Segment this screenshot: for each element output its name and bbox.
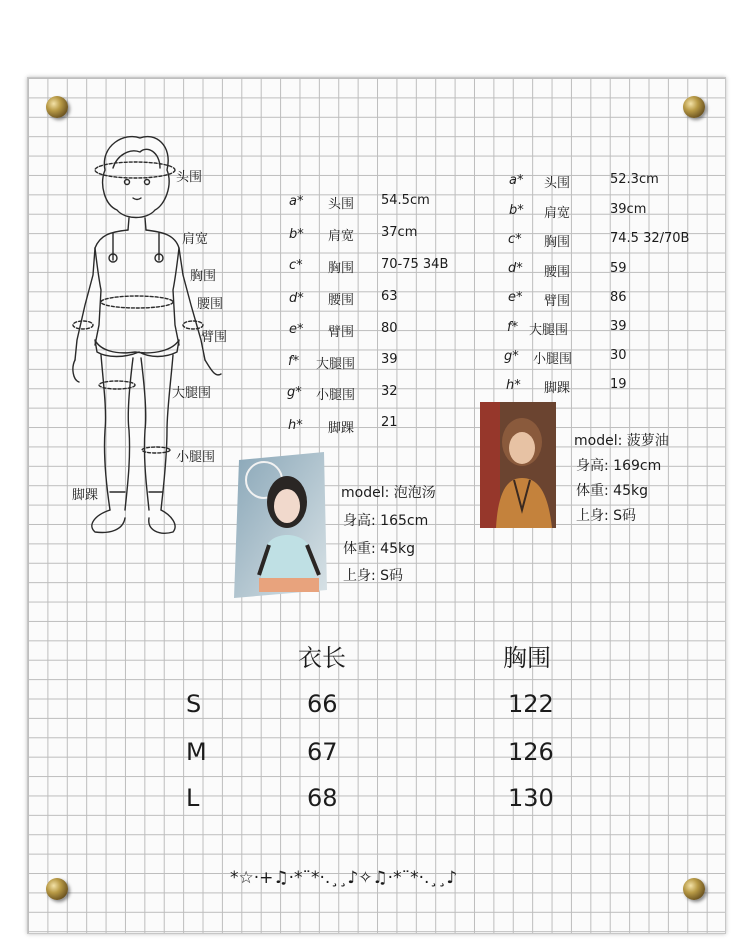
measure-value: 52.3cm xyxy=(610,172,659,187)
measure-name: 脚踝 xyxy=(328,421,355,436)
table-cell-size: M xyxy=(186,738,207,766)
measure-name: 肩宽 xyxy=(544,206,571,221)
measure-name: 臂围 xyxy=(328,325,355,340)
figure-label-arm: 臂围 xyxy=(201,330,228,345)
measure-name: 头围 xyxy=(328,197,355,212)
measure-value: 30 xyxy=(610,348,627,363)
measure-value: 70-75 34B xyxy=(381,257,449,272)
pin-bottom-left-icon xyxy=(46,878,68,900)
table-cell-length: 66 xyxy=(307,690,338,718)
figure-label-thigh: 大腿围 xyxy=(172,386,212,401)
pin-top-right-icon xyxy=(683,96,705,118)
measure-key: h* xyxy=(288,418,303,433)
table-cell-size: L xyxy=(186,784,200,812)
measure-key: d* xyxy=(508,261,523,276)
measure-key: f* xyxy=(288,354,300,369)
measure-key: b* xyxy=(289,227,304,242)
measure-key: e* xyxy=(289,322,304,337)
pin-top-left-icon xyxy=(46,96,68,118)
measure-name: 大腿围 xyxy=(529,323,569,338)
model-name: model: 菠萝油 xyxy=(574,433,669,449)
figure-label-waist: 腰围 xyxy=(197,297,224,312)
measure-value: 74.5 32/70B xyxy=(610,231,690,246)
measure-key: c* xyxy=(289,258,303,273)
table-cell-chest: 122 xyxy=(508,690,554,718)
model-height: 身高: 165cm xyxy=(343,513,429,529)
measure-key: g* xyxy=(504,349,519,364)
measure-value: 39 xyxy=(381,352,398,367)
measure-key: b* xyxy=(509,203,524,218)
pin-bottom-right-icon xyxy=(683,878,705,900)
measure-key: e* xyxy=(508,290,523,305)
measure-key: c* xyxy=(508,232,522,247)
measure-name: 小腿围 xyxy=(533,352,573,367)
figure-label-calf: 小腿围 xyxy=(176,450,216,465)
measure-key: h* xyxy=(506,378,521,393)
measure-key: f* xyxy=(507,320,519,335)
measure-name: 脚踝 xyxy=(544,381,571,396)
model-size: 上身: S码 xyxy=(343,568,404,584)
measure-value: 80 xyxy=(381,321,398,336)
measure-key: d* xyxy=(289,291,304,306)
table-cell-length: 67 xyxy=(307,738,338,766)
measure-value: 39cm xyxy=(610,202,647,217)
measure-name: 小腿围 xyxy=(316,388,356,403)
measure-name: 头围 xyxy=(544,176,571,191)
measure-name: 大腿围 xyxy=(316,357,356,372)
figure-label-head: 头围 xyxy=(176,170,203,185)
figure-label-shoulder: 肩宽 xyxy=(182,232,209,247)
measure-value: 54.5cm xyxy=(381,193,430,208)
model-height: 身高: 169cm xyxy=(576,458,662,474)
measure-name: 胸围 xyxy=(544,235,571,250)
measure-value: 21 xyxy=(381,415,398,430)
figure-label-chest: 胸围 xyxy=(190,269,217,284)
model-name: model: 泡泡汤 xyxy=(341,485,436,501)
measure-value: 32 xyxy=(381,384,398,399)
music-decoration: *☆·+♫·*¨*·.¸¸♪✧♫·*¨*·.¸¸♪ xyxy=(230,868,458,888)
measure-name: 胸围 xyxy=(328,261,355,276)
table-header-chest: 胸围 xyxy=(503,644,551,672)
measure-name: 腰围 xyxy=(328,293,355,308)
table-cell-size: S xyxy=(186,690,202,718)
table-cell-length: 68 xyxy=(307,784,338,812)
table-header-length: 衣长 xyxy=(298,644,346,672)
table-cell-chest: 130 xyxy=(508,784,554,812)
measure-value: 63 xyxy=(381,289,398,304)
model-photo-right xyxy=(478,400,558,530)
model-weight: 体重: 45kg xyxy=(343,541,415,557)
measure-value: 39 xyxy=(610,319,627,334)
measure-value: 59 xyxy=(610,261,627,276)
measure-name: 腰围 xyxy=(544,265,571,280)
measure-key: g* xyxy=(287,385,302,400)
figure-label-ankle: 脚踝 xyxy=(72,488,99,503)
measure-name: 肩宽 xyxy=(328,229,355,244)
model-size: 上身: S码 xyxy=(576,508,637,524)
measure-name: 臂围 xyxy=(544,294,571,309)
measure-value: 86 xyxy=(610,290,627,305)
measure-value: 19 xyxy=(610,377,627,392)
table-cell-chest: 126 xyxy=(508,738,554,766)
measure-key: a* xyxy=(289,194,304,209)
model-photo-left xyxy=(229,450,329,600)
measure-value: 37cm xyxy=(381,225,418,240)
measure-key: a* xyxy=(509,173,524,188)
model-weight: 体重: 45kg xyxy=(576,483,648,499)
